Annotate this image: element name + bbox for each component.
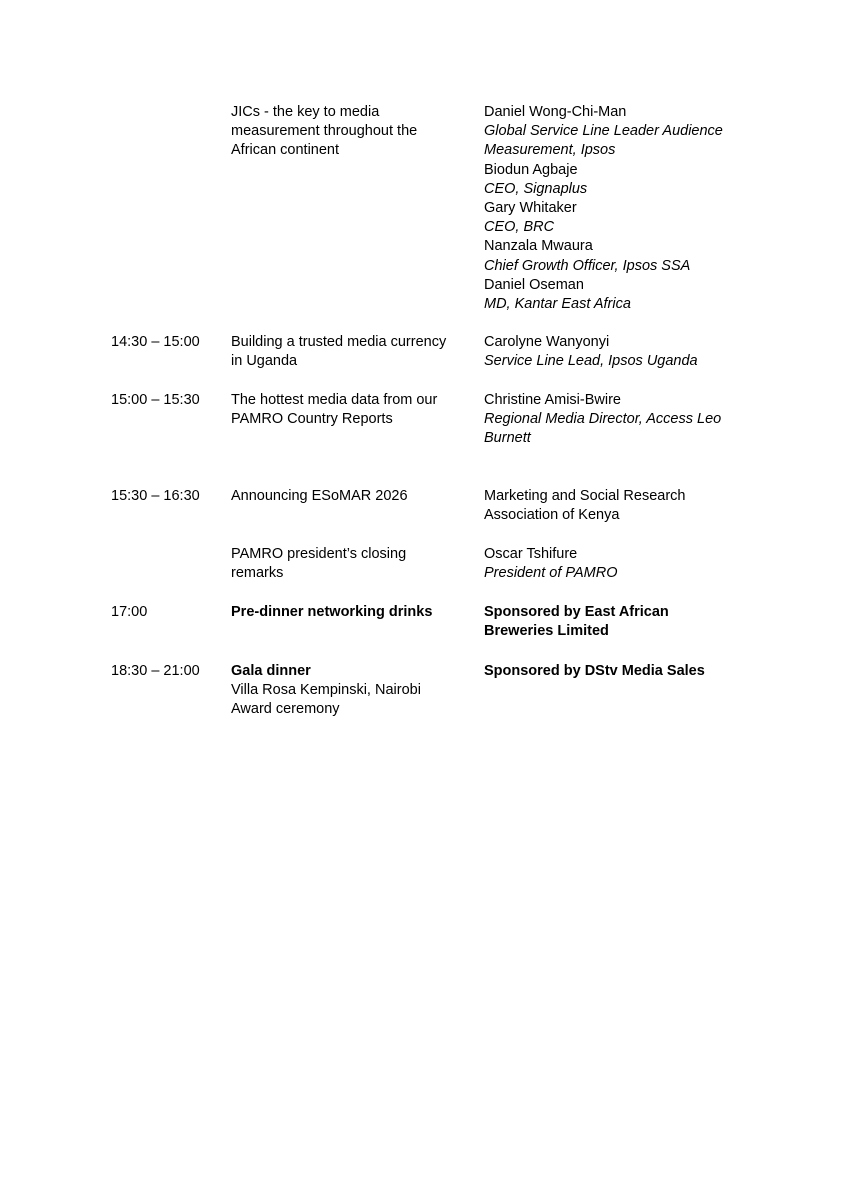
speaker-name: Carolyne Wanyonyi xyxy=(484,334,610,350)
session-title xyxy=(231,662,471,720)
title-line: The hottest media data from our xyxy=(231,392,438,408)
session-title xyxy=(231,333,471,371)
speaker-role: Regional Media Director, Access Leo xyxy=(484,411,722,428)
speaker-role: MD, Kantar East Africa xyxy=(484,296,631,313)
title-line: Pre-dinner networking drinks xyxy=(231,604,433,620)
session-speakers xyxy=(484,487,784,525)
sponsor-line: Sponsored by DStv Media Sales xyxy=(484,663,705,679)
title-line: Award ceremony xyxy=(231,701,340,718)
speaker-name: Gary Whitaker xyxy=(484,200,577,217)
sponsor-line: Breweries Limited xyxy=(484,623,609,640)
organisation-name: Association of Kenya xyxy=(484,507,620,524)
speaker-role: Burnett xyxy=(484,430,531,447)
session-sponsor xyxy=(484,603,784,641)
speaker-role: Chief Growth Officer, Ipsos SSA xyxy=(484,257,691,274)
title-line: JICs - the key to media xyxy=(231,104,380,120)
sponsor-line: Sponsored by East African xyxy=(484,604,669,620)
session-speakers xyxy=(484,391,784,449)
session-time: 14:30 – 15:00 xyxy=(111,334,200,350)
session-speakers xyxy=(484,545,784,583)
session-title xyxy=(231,391,471,429)
speaker-role: Service Line Lead, Ipsos Uganda xyxy=(484,353,698,370)
title-line: PAMRO president’s closing xyxy=(231,546,407,562)
session-title xyxy=(231,103,471,161)
title-line: Building a trusted media currency xyxy=(231,334,447,350)
speaker-role: Global Service Line Leader Audience xyxy=(484,123,723,140)
title-line: African continent xyxy=(231,142,340,159)
title-line: PAMRO Country Reports xyxy=(231,411,393,428)
speaker-name: Nanzala Mwaura xyxy=(484,238,593,255)
speaker-name: Daniel Wong-Chi-Man xyxy=(484,104,627,120)
title-line: measurement throughout the xyxy=(231,123,418,140)
session-time: 15:00 – 15:30 xyxy=(111,392,200,408)
speaker-role: CEO, BRC xyxy=(484,219,555,236)
title-line: Announcing ESoMAR 2026 xyxy=(231,488,408,504)
title-line: remarks xyxy=(231,565,284,582)
session-title xyxy=(231,603,471,622)
speaker-role: President of PAMRO xyxy=(484,565,618,582)
speaker-name: Daniel Oseman xyxy=(484,276,584,293)
speaker-role: Measurement, Ipsos xyxy=(484,142,616,159)
session-speakers xyxy=(484,333,784,371)
organisation-name: Marketing and Social Research xyxy=(484,488,686,504)
session-time: 15:30 – 16:30 xyxy=(111,488,200,504)
session-time: 18:30 – 21:00 xyxy=(111,663,200,679)
session-speakers xyxy=(484,103,784,314)
session-title xyxy=(231,545,471,583)
session-sponsor xyxy=(484,662,784,681)
title-line: Gala dinner xyxy=(231,663,311,679)
speaker-name: Christine Amisi-Bwire xyxy=(484,392,621,408)
title-line: in Uganda xyxy=(231,353,298,370)
session-time: 17:00 xyxy=(111,604,148,620)
speaker-role: CEO, Signaplus xyxy=(484,180,588,197)
speaker-name: Oscar Tshifure xyxy=(484,546,578,562)
venue-line: Villa Rosa Kempinski, Nairobi xyxy=(231,682,421,699)
session-title xyxy=(231,487,471,506)
speaker-name: Biodun Agbaje xyxy=(484,161,578,178)
